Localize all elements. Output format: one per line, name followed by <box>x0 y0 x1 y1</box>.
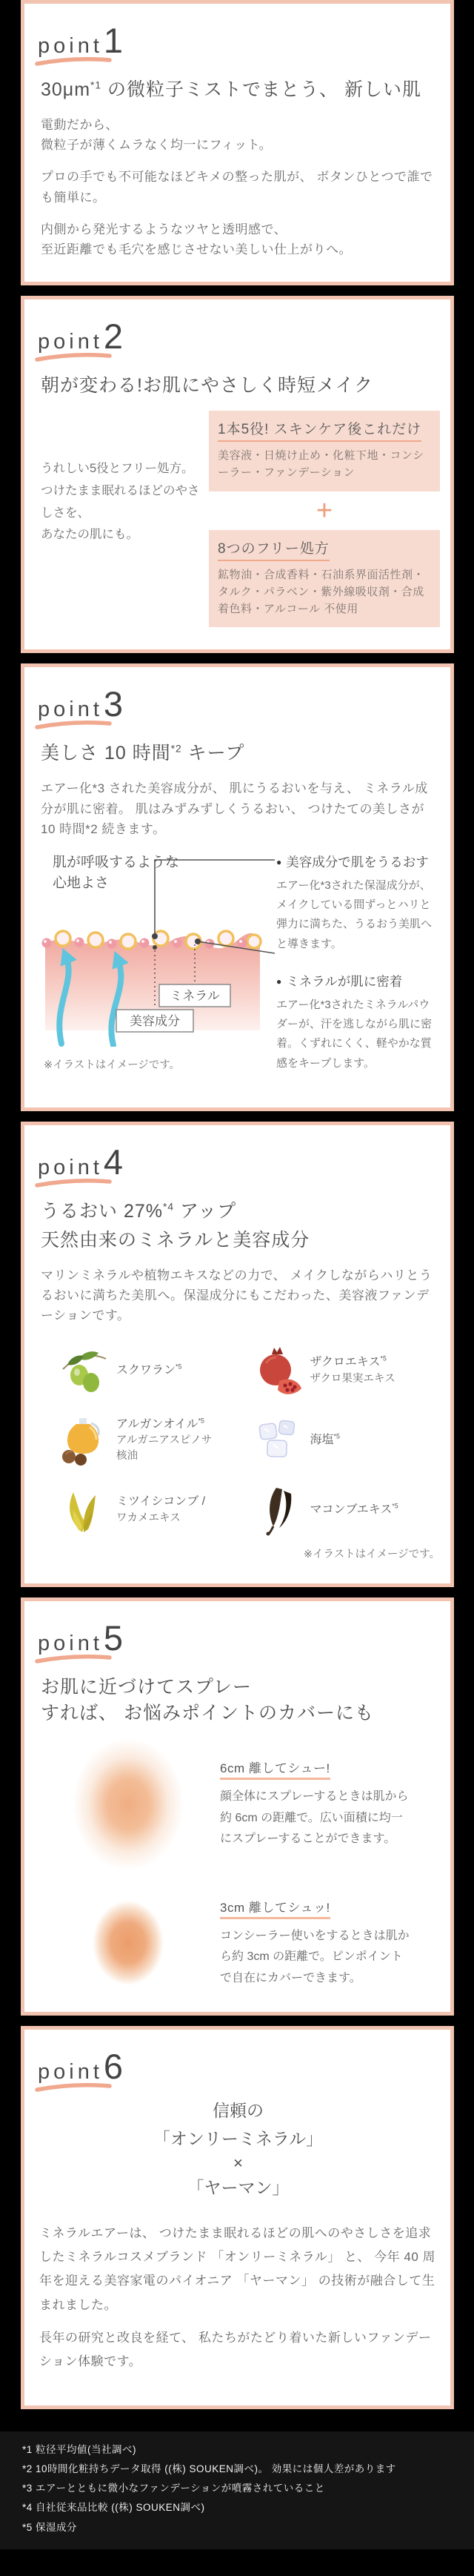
point1-number: 1 <box>103 21 124 60</box>
ingredient-sea-salt <box>251 1414 441 1467</box>
ingredient-kombu-wakame <box>57 1483 247 1537</box>
point5-title <box>41 1675 440 1726</box>
ingredient-name: マコンブエキス <box>310 1503 393 1516</box>
bullet-dot-icon: ● <box>276 976 282 987</box>
spray-3cm-row <box>36 1897 440 1990</box>
sea-salt-icon <box>251 1414 304 1467</box>
brush-underline-icon <box>35 1178 112 1188</box>
brush-underline-icon <box>35 352 112 362</box>
point5-card <box>21 1597 454 2016</box>
point3-number: 3 <box>103 684 124 724</box>
point5-title-line1: お肌に近づけてスプレー <box>41 1676 253 1698</box>
bullet-moisturize-title <box>276 852 440 871</box>
point2-left-line2: つけたまま眠れるほどのやさしさを、 <box>41 483 200 520</box>
ingredient-argan <box>57 1414 247 1467</box>
point4-card <box>21 1122 454 1587</box>
point3-header <box>38 683 123 724</box>
serum-label: 美容成分 <box>130 1013 180 1028</box>
five-roles-box-title: 1本5役! スキンケア後これだけ <box>218 418 421 442</box>
illustration-note: ※イラストはイメージです。 <box>303 1548 440 1560</box>
point1-para1-line1: 電動だから、 <box>41 118 118 132</box>
ingredient-name: 海塩 <box>310 1433 334 1446</box>
point3-title-post: キープ <box>181 743 245 764</box>
point1-para3-line2: 至近距離でも毛穴を感じさせない美しい仕上がりへ。 <box>41 242 352 256</box>
point1-title-post: の微粒子ミストでまとう、 新しい肌 <box>101 79 421 100</box>
skin-diagram <box>36 852 440 1085</box>
ingredient-sub: ワカメエキス <box>116 1512 181 1524</box>
ingredient-name: ミツイシコンブ / <box>116 1495 206 1509</box>
footnote-3: *3 エアーとともに微小なファンデーションが噴霧されていること <box>22 2483 325 2494</box>
point6-number: 6 <box>103 2046 124 2086</box>
point4-label: point <box>38 1155 103 1179</box>
illustration-note: ※イラストはイメージです。 <box>44 1059 181 1071</box>
point1-para1-line2: 微粒子が薄くムラなく均一にフィット。 <box>41 138 273 153</box>
ingredient-pomegranate <box>251 1344 441 1397</box>
skin-diagram-bullets <box>275 852 440 1085</box>
point2-label: point <box>38 330 103 354</box>
dark-kelp-icon <box>251 1483 304 1537</box>
ingredient-pomegranate-label <box>310 1354 395 1386</box>
skin-illustration <box>36 852 275 1085</box>
brush-underline-icon <box>35 720 112 729</box>
spray-3cm-body: コンシーラー使いをするときは肌から約 3cm の距離で。ピンポイントで自在にカバーできます。 <box>220 1929 410 1985</box>
point6-title-line2: 「オンリーミネラル」 <box>153 2128 324 2148</box>
point4-title1-sup: *4 <box>162 1201 174 1213</box>
ingredient-name: スクワラン <box>116 1363 176 1377</box>
five-roles-box-body: 美容液・日焼け止め・化粧下地・コンシーラー・ファンデーション <box>218 449 424 480</box>
point3-card <box>21 663 454 1111</box>
footnote-1: *1 粒径平均値(当社調べ) <box>22 2443 137 2455</box>
spray-3cm-visual <box>36 1901 220 1985</box>
ingredient-kombu-wakame-label <box>116 1493 205 1526</box>
point3-title-pre: 美しさ 10 時間 <box>41 743 171 764</box>
free-formula-box-title: 8つのフリー処方 <box>218 537 330 561</box>
point3-label: point <box>38 698 103 722</box>
bullet-adhere-body: エアー化*3されたミネラルパウダーが、汗を逃しながら肌に密着。くずれにくく、軽やかな質感をキープします。 <box>276 998 433 1070</box>
bullet-adhere-title <box>276 972 440 990</box>
ingredient-sub: アルガニアスピノサ核油 <box>116 1434 213 1463</box>
point1-paragraph-3 <box>41 219 440 259</box>
point4-paragraph: マリンミネラルや植物エキスなどの力で、 メイクしながらハリとうるおいに満ちた美肌へ。保湿成分にもこだわった、美容液ファンデーションです。 <box>41 1268 433 1323</box>
bullet-moisturize <box>276 852 440 954</box>
bullet-moisturize-title-text: 美容成分で肌をうるおす <box>286 854 429 870</box>
argan-oil-icon <box>57 1414 110 1467</box>
point4-title-line2: 天然由来のミネラルと美容成分 <box>41 1229 310 1251</box>
ingredients-grid <box>57 1344 440 1537</box>
ingredient-makombu <box>251 1483 441 1537</box>
free-formula-box <box>209 530 440 628</box>
point3-paragraph <box>41 778 440 839</box>
spray-6cm-title: 6cm 離してシュー! <box>220 1758 330 1780</box>
spray-3cm-title: 3cm 離してシュッ! <box>220 1897 330 1919</box>
spray-6cm-row <box>36 1738 440 1870</box>
point1-header <box>38 20 123 61</box>
point2-number: 2 <box>103 317 124 357</box>
point6-paragraph-2: 長年の研究と改良を経て、 私たちがたどり着いた新しいファンデーション体験です。 <box>39 2330 432 2369</box>
cross-icon: ✕ <box>233 2156 244 2171</box>
point1-card <box>21 0 454 285</box>
skin-diagram-caption <box>53 852 179 895</box>
ingredient-argan-label <box>116 1416 213 1464</box>
point2-header <box>38 316 123 357</box>
point2-left-line1: うれしい5役とフリー処方。 <box>41 462 194 476</box>
spray-mist-pinpoint-icon <box>93 1901 164 1985</box>
point3-para-line1: エアー化*3 された美容成分が、 肌にうるおいを与え、 ミネラル成分が肌に密着。 <box>41 781 428 816</box>
point6-title <box>36 2097 440 2202</box>
spray-6cm-text <box>220 1758 414 1850</box>
olive-icon <box>57 1344 110 1397</box>
point1-title <box>41 77 440 103</box>
spray-6cm-visual <box>36 1738 220 1870</box>
point6-header <box>38 2046 123 2087</box>
free-formula-box-body: 鉱物油・合成香料・石油系界面活性剤・タルク・パラベン・紫外線吸収剤・合成着色料・アルコール 不使用 <box>218 568 425 616</box>
five-roles-box <box>209 411 440 491</box>
point4-header <box>38 1142 123 1182</box>
bullet-adhere <box>276 972 440 1073</box>
ingredient-name: アルガンオイル <box>116 1417 198 1431</box>
brush-underline-icon <box>35 2082 112 2092</box>
point1-title-pre: 30μm <box>41 79 91 100</box>
bullet-dot-icon: ● <box>276 856 282 867</box>
point6-title-line3: 「ヤーマン」 <box>187 2177 290 2197</box>
footnote-2: *2 10時間化粧持ちデータ取得 ((株) SOUKEN調べ)。 効果には個人差があります <box>22 2463 396 2474</box>
point1-label: point <box>38 34 103 58</box>
bullet-moisturize-body: エアー化*3された保湿成分が、メイクしている間ずっとハリと弾力に満ちた、うるおう美肌へと導きます。 <box>276 878 433 950</box>
spray-mist-wide-icon <box>73 1738 184 1870</box>
ingredient-sup: *5 <box>333 1432 340 1440</box>
point1-paragraph-2: プロの手でも不可能なほどキメの整った肌が、 ボタンひとつで誰でも簡単に。 <box>41 170 433 205</box>
brush-underline-icon <box>35 1654 112 1663</box>
bullet-adhere-title-text: ミネラルが肌に密着 <box>286 973 403 989</box>
point3-title <box>41 741 440 766</box>
yellow-seaweed-icon <box>57 1483 110 1537</box>
ingredient-sup: *5 <box>198 1417 204 1425</box>
plus-icon: + <box>316 494 333 526</box>
point5-number: 5 <box>103 1618 124 1658</box>
point1-para3-line1: 内側から発光するようなツヤと透明感で、 <box>41 222 287 236</box>
point3-title-sup: *2 <box>170 744 182 755</box>
footnotes <box>0 2431 474 2550</box>
spray-3cm-text <box>220 1897 414 1990</box>
ingredient-sup: *5 <box>392 1502 398 1510</box>
point6-title-line1: 信頼の <box>213 2100 264 2120</box>
point3-para-line2: 肌はみずみずしくうるおい、 つけたての美しさが 10 時間*2 続きます。 <box>41 801 424 836</box>
spacer <box>36 1870 440 1891</box>
caption-line1: 肌が呼吸するような <box>53 854 180 870</box>
point1-paragraph-1 <box>41 115 440 155</box>
footnote-4: *4 自社従来品比較 ((株) SOUKEN調べ) <box>22 2502 205 2514</box>
point2-left-text <box>36 411 209 627</box>
ingredient-sub: ザクロ果実エキス <box>310 1372 395 1385</box>
ingredient-sup: *5 <box>380 1355 387 1363</box>
point2-title: 朝が変わる!お肌にやさしく時短メイク <box>41 375 373 397</box>
point2-left-line3: あなたの肌にも。 <box>41 528 138 542</box>
ingredient-sup: *5 <box>176 1363 182 1371</box>
point4-title1-post: アップ <box>173 1200 237 1222</box>
point5-header <box>38 1618 123 1658</box>
ingredient-squalane <box>57 1344 247 1397</box>
brush-underline-icon <box>35 56 112 66</box>
point1-title-sup: *1 <box>90 79 102 91</box>
ingredient-makombu-label <box>310 1501 398 1518</box>
point2-content <box>36 411 440 627</box>
footnote-5: *5 保湿成分 <box>22 2521 78 2533</box>
point2-boxes <box>209 411 440 627</box>
ingredient-sea-salt-label <box>310 1431 340 1448</box>
point4-title1-pre: うるおい 27% <box>41 1200 163 1222</box>
point5-title-line2: すれば、 お悩みポイントのカバーにも <box>41 1702 374 1724</box>
point4-number: 4 <box>103 1142 124 1182</box>
mineral-label: ミネラル <box>170 988 220 1003</box>
point6-label: point <box>38 2059 103 2084</box>
ingredient-squalane-label <box>116 1362 181 1379</box>
pomegranate-icon <box>251 1344 304 1397</box>
point5-label: point <box>38 1631 103 1655</box>
spray-6cm-body: 顔全体にスプレーするときは肌から約 6cm の距離で。広い面積に均一にスプレーすることができます。 <box>220 1789 409 1846</box>
caption-line2: 心地よさ <box>53 875 110 892</box>
point2-card <box>21 296 454 653</box>
ingredient-name: ザクロエキス <box>310 1356 381 1369</box>
point4-title-line1 <box>41 1199 440 1225</box>
point6-card <box>21 2026 454 2409</box>
point6-paragraph-1: ミネラルエアーは、 つけたまま眠れるほどの肌へのやさしさを追求したミネラルコスメブランド 「オンリーミネラル」 と、 今年 40 周年を迎える美容家電のパイオニア 「ヤーマン」 の技術が融合して生まれました。 <box>39 2225 436 2312</box>
